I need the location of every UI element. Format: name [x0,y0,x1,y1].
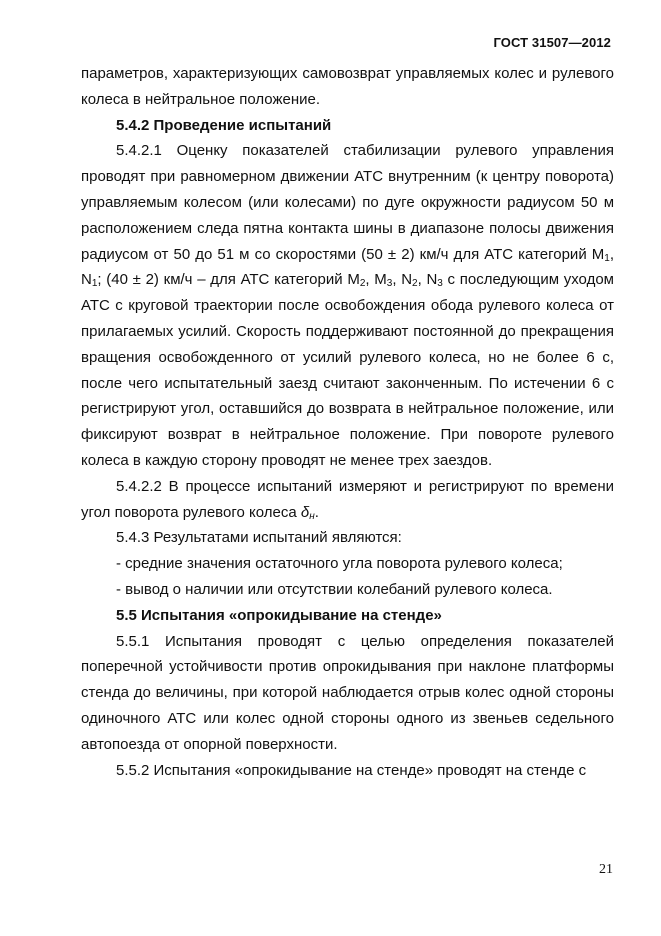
paragraph-continuation: параметров, характеризующих самовозврат управляемых колес и рулевого колеса в нейтральное положение. [81,65,614,108]
section-heading-5-4-2: 5.4.2 Проведение испытаний [116,116,332,134]
paragraph-5-4-3: 5.4.3 Результатами испытаний являются: [116,529,402,547]
page-number: 21 [599,862,613,877]
document-id: ГОСТ 31507—2012 [493,35,611,50]
paragraph-5-4-2-1: 5.4.2.1 Оценку показателей стабилизации рулевого управления проводят при равномерном движении АТС внутренним (к центру поворота) управляемым колесом (или колесами) по дуге окружности радиусом 50 м расположением следа пятна контакта шины в диапазоне полосы движения радиусом от 50 до 51 м со скоростями (50 ± 2) км/ч для АТС категорий $М_1$, $N_1$; (40 ± 2) км/ч – для АТС категорий $М_2$, $М_3$, $N_2$, $N_3$ с последующим уходом АТС с круговой траектории после освобождения обода рулевого колеса от прилагаемых усилий. Скорость поддерживают постоянной до прекращения вращения освобожденного от усилий рулевого колеса, но не более 6 с, после чего испытательный заезд считают законченным. По истечении 6 с регистрируют угол, оставшийся до возврата в нейтральное положение, или фиксируют возврат в нейтральное положение. При повороте рулевого колеса в каждую сторону проводят не менее трех заездов. [81,142,614,469]
list-item: - средние значения остаточного угла поворота рулевого колеса; [116,555,563,573]
list-item: - вывод о наличии или отсутствии колебаний рулевого колеса. [116,580,553,598]
paragraph-5-4-2-2: 5.4.2.2 В процессе испытаний измеряют и регистрируют по времени угол поворота рулевого колеса $\delta_н$. [81,477,614,522]
paragraph-5-5-2: 5.5.2 Испытания «опрокидывание на стенде» проводят на стенде с [116,761,587,779]
paragraph-5-5-1: 5.5.1 Испытания проводят с целью определения показателей поперечной устойчивости против опрокидывания при наклоне платформы стенда до величины, при которой наблюдается отрыв колес одной стороны одиночного АТС или колес одной стороны одного из звеньев седельного автопоезда от опорной поверхности. [81,632,614,753]
section-heading-5-5: 5.5 Испытания «опрокидывание на стенде» [116,606,442,624]
page-body [81,61,614,783]
